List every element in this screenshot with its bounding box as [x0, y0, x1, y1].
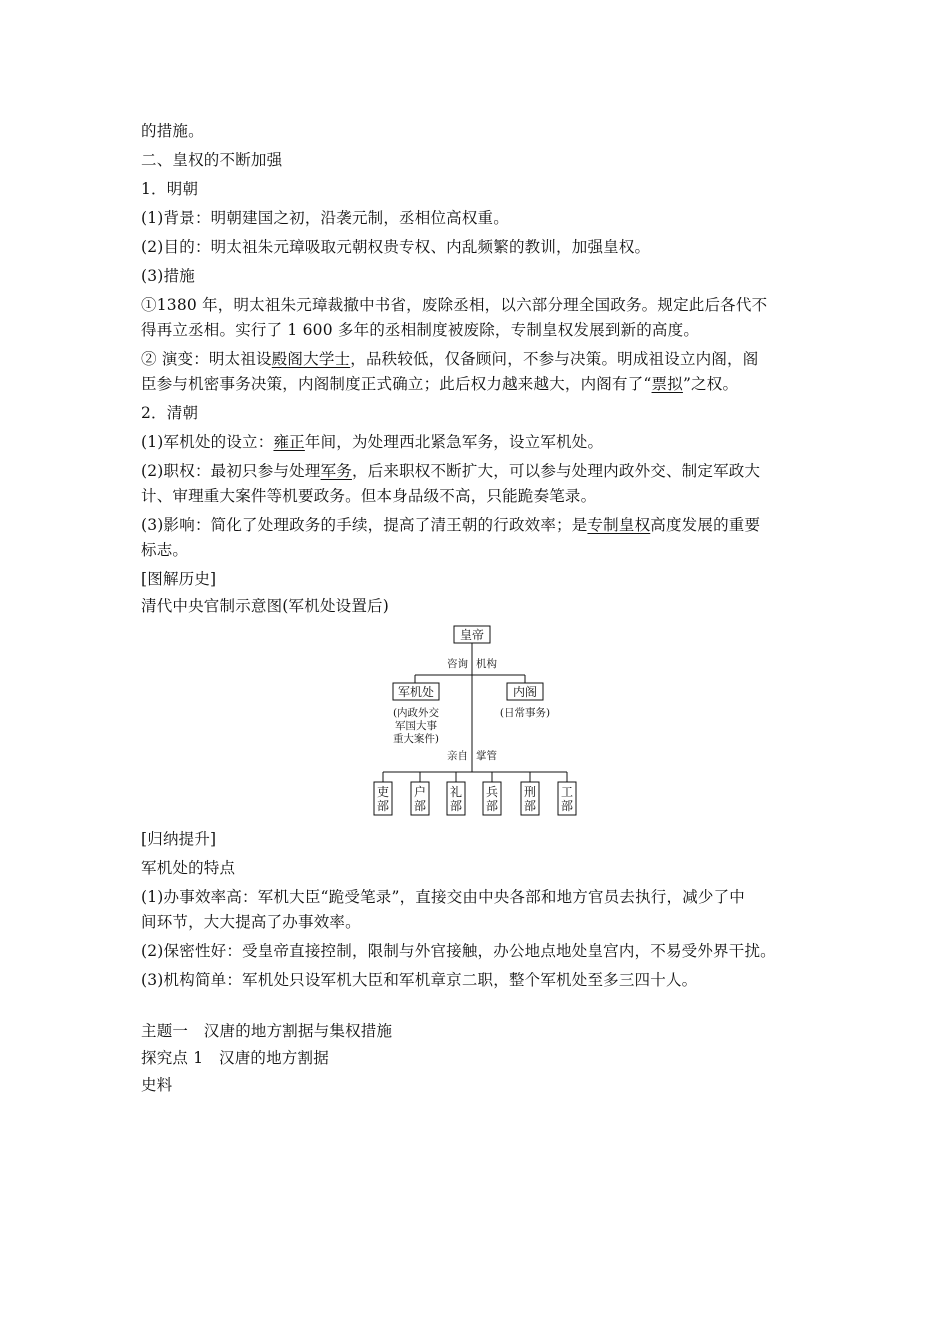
text-segment: 高度发展的重要	[650, 516, 761, 534]
ministry-label: 部	[485, 799, 499, 813]
subsection-heading: 军机处的特点	[141, 859, 236, 877]
underlined-term: 军务	[320, 462, 352, 480]
emperor-label: 皇帝	[459, 628, 485, 642]
ministry-label: 户	[413, 785, 427, 799]
consult-label: 咨询	[447, 658, 468, 670]
text-line: 的措施。	[141, 122, 204, 140]
subsection-heading: 2．清朝	[141, 404, 199, 422]
text-line: (3)措施	[141, 267, 195, 285]
text-line	[141, 461, 760, 481]
section-label: [归纳提升]	[141, 830, 217, 848]
explore-heading: 探究点 1 汉唐的地方割据	[141, 1049, 329, 1067]
section-label: [图解历史]	[141, 570, 217, 588]
ministries-group	[374, 772, 576, 815]
junjichu-desc-3: 重大案件)	[392, 733, 440, 745]
section-heading: 二、皇权的不断加强	[141, 151, 283, 169]
diagram-svg	[360, 622, 590, 822]
ministry-label: 刑	[523, 785, 537, 799]
subsection-heading: 1．明朝	[141, 180, 199, 198]
diagram-caption: 清代中央官制示意图(军机处设置后)	[141, 597, 389, 615]
text-line: 计、审理重大案件等机要政务。但本身品级不高，只能跪奏笔录。	[141, 487, 597, 505]
text-segment: (1)军机处的设立：	[141, 433, 274, 451]
ministry-label: 部	[449, 799, 463, 813]
text-line: (2)目的：明太祖朱元璋吸取元朝权贵专权、内乱频繁的教训，加强皇权。	[141, 238, 651, 256]
ministry-label: 礼	[449, 785, 463, 799]
ministry-label: 部	[413, 799, 427, 813]
organ-label: 机构	[476, 658, 497, 670]
text-line: 标志。	[141, 541, 189, 559]
junjichu-desc-2: 军国大事	[395, 720, 437, 732]
text-segment: ，后来职权不断扩大，可以参与处理内政外交、制定军政大	[351, 462, 761, 480]
text-line	[141, 432, 603, 452]
text-segment: 臣参与机密事务决策，内阁制度正式确立；此后权力越来越大，内阁有了“	[141, 375, 652, 393]
text-line: (2)保密性好：受皇帝直接控制，限制与外官接触，办公地点地处皇宫内，不易受外界干扰。	[141, 942, 776, 960]
text-line: (1)背景：明朝建国之初，沿袭元制，丞相位高权重。	[141, 209, 509, 227]
text-line	[141, 515, 760, 535]
neige-label: 内阁	[512, 685, 538, 699]
text-segment: (3)影响：简化了处理政务的手续，提高了清王朝的行政效率；是	[141, 516, 588, 534]
ministry-label: 部	[376, 799, 390, 813]
text-line	[141, 374, 738, 394]
personally-label: 亲自	[447, 750, 468, 762]
ministry-label: 吏	[376, 785, 390, 799]
underlined-term: 殿阁大学士	[271, 350, 351, 368]
control-label: 掌管	[476, 750, 497, 762]
text-segment: ② 演变：明太祖设	[141, 350, 272, 368]
ministry-label: 部	[560, 799, 574, 813]
text-line	[141, 349, 758, 369]
junjichu-desc-1: (内政外交	[392, 707, 440, 719]
text-line: (1)办事效率高：军机大臣“跪受笔录”，直接交由中央各部和地方官员去执行，减少了中	[141, 888, 746, 906]
ministry-label: 工	[560, 785, 574, 799]
text-segment: ，品秩较低，仅备顾问，不参与决策。明成祖设立内阁，阁	[350, 350, 759, 368]
topic-heading: 主题一 汉唐的地方割据与集权措施	[141, 1022, 393, 1040]
text-line: (3)机构简单：军机处只设军机大臣和军机章京二职，整个军机处至多三四十人。	[141, 971, 698, 989]
text-line: ①1380 年，明太祖朱元璋裁撤中书省，废除丞相，以六部分理全国政务。规定此后各代不	[141, 296, 768, 314]
official-system-diagram	[360, 622, 590, 822]
source-label: 史料	[141, 1076, 173, 1094]
underlined-term: 专制皇权	[587, 516, 651, 534]
underlined-term: 票拟	[651, 375, 683, 393]
text-segment: ”之权。	[682, 375, 739, 393]
text-line: 间环节，大大提高了办事效率。	[141, 913, 361, 931]
junjichu-label: 军机处	[397, 685, 435, 699]
ministry-label: 部	[523, 799, 537, 813]
text-line: 得再立丞相。实行了 1 600 多年的丞相制度被废除，专制皇权发展到新的高度。	[141, 321, 700, 339]
text-segment: (2)职权：最初只参与处理	[141, 462, 321, 480]
ministry-label: 兵	[485, 785, 499, 799]
text-segment: 年间，为处理西北紧急军务，设立军机处。	[304, 433, 604, 451]
neige-desc: (日常事务)	[499, 707, 551, 719]
underlined-term: 雍正	[273, 433, 305, 451]
